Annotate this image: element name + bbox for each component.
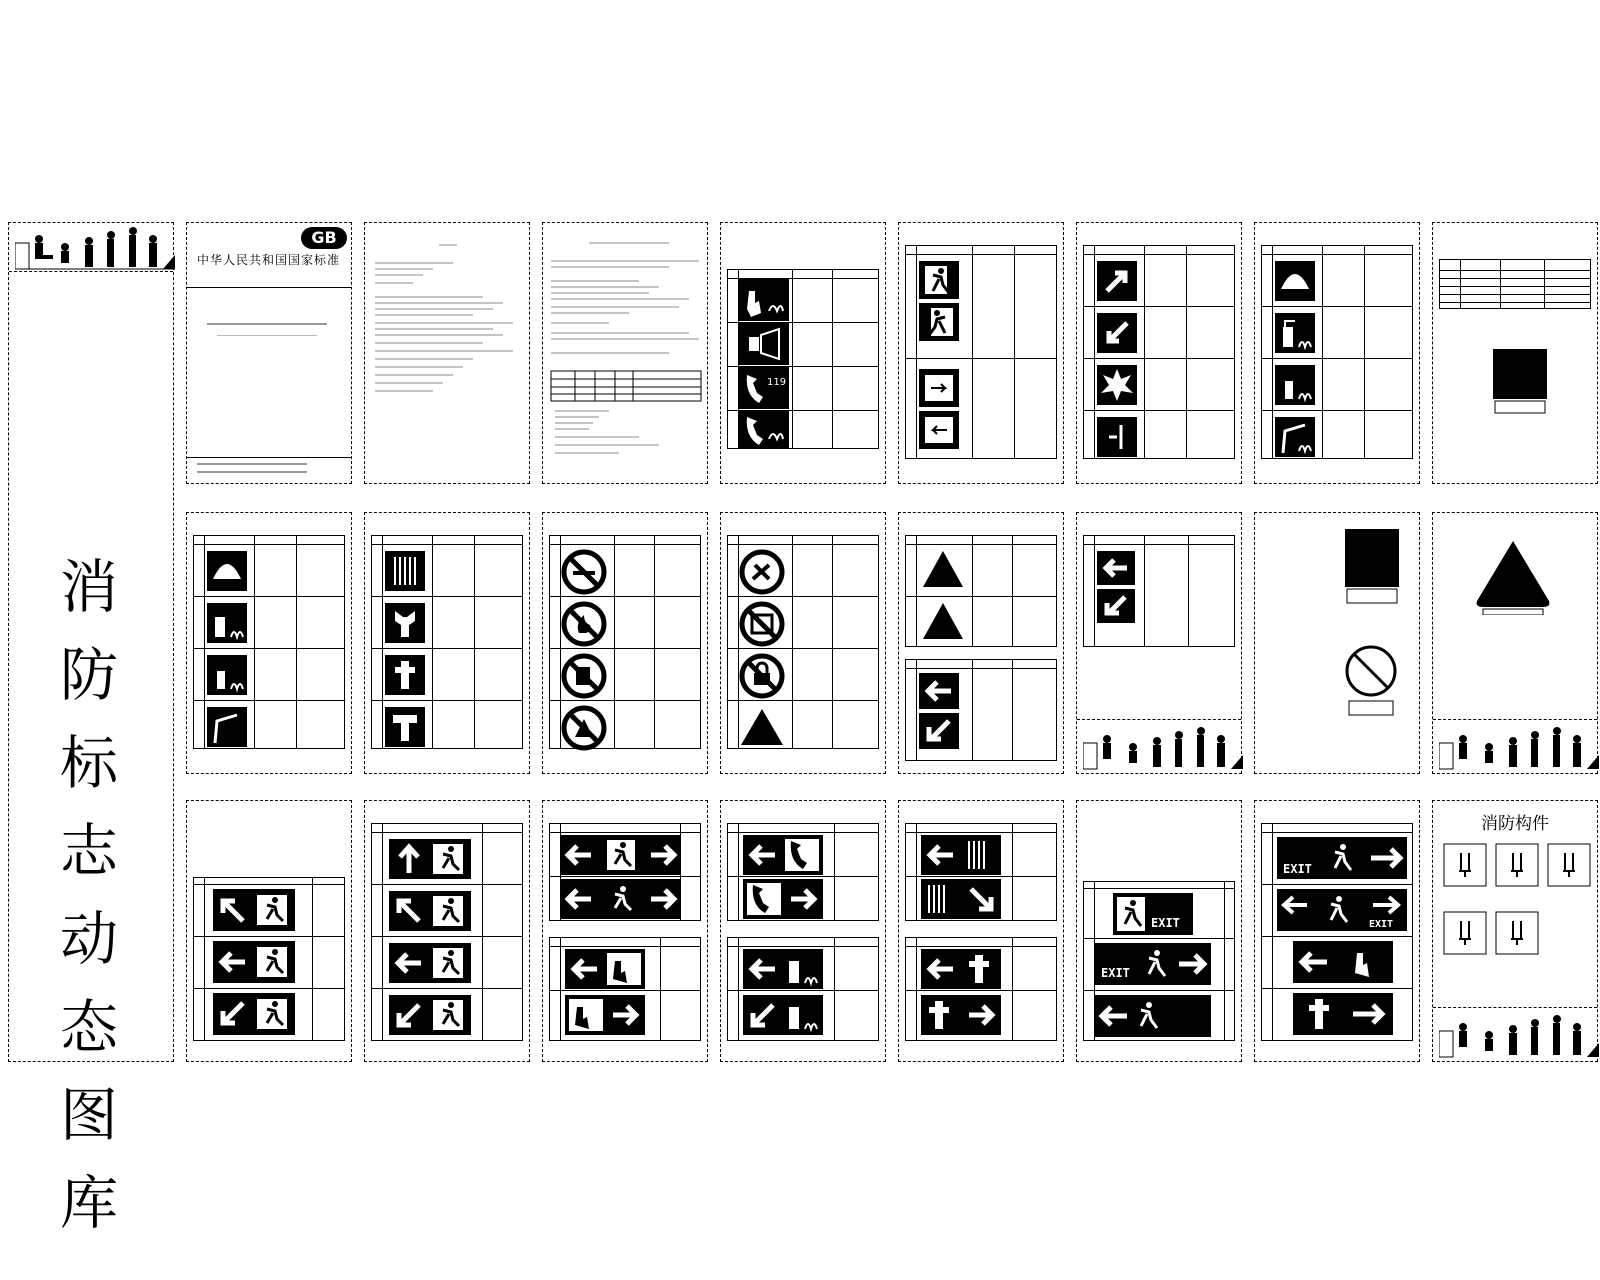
sign-panel-drawing-icon bbox=[1493, 349, 1547, 415]
no-fire-icon bbox=[561, 601, 607, 647]
arrow-icon bbox=[1097, 589, 1135, 623]
fire-extinguisher-icon bbox=[207, 655, 247, 695]
hydrant-arrow-sign-icon bbox=[921, 949, 1001, 989]
double-arrow-sheet bbox=[542, 800, 708, 1062]
svg-text:EXIT: EXIT bbox=[1151, 916, 1180, 930]
cover-title-char: 标 bbox=[59, 729, 118, 797]
arrow-icon bbox=[1097, 261, 1137, 301]
alarm-bell-icon bbox=[739, 323, 789, 365]
exit-double-arrow-icon bbox=[561, 835, 681, 875]
people-silhouette-icon bbox=[1439, 725, 1599, 771]
exit-double-arrow-icon bbox=[1277, 889, 1407, 931]
exit-door-arrow-icon bbox=[919, 411, 959, 449]
components-sheet bbox=[1432, 800, 1598, 1062]
arrow-signs-sheet-2 bbox=[1076, 512, 1242, 774]
fire-alarm-button-icon bbox=[739, 279, 789, 321]
running-man-exit-icon bbox=[919, 261, 959, 299]
svg-text:EXIT: EXIT bbox=[1101, 966, 1130, 980]
cover-sheet bbox=[8, 222, 174, 1237]
people-silhouette-icon bbox=[1439, 1013, 1599, 1059]
extinguisher-arrow-sign-icon bbox=[743, 949, 823, 989]
phone-extinguisher-arrow-sheet bbox=[720, 800, 886, 1062]
cover-title bbox=[59, 543, 119, 1247]
fire-alarm-dome-icon bbox=[207, 551, 247, 591]
hose-arrow-sign-icon bbox=[921, 879, 1001, 919]
exit-sign-sheet bbox=[1076, 800, 1242, 1062]
arrow-icon bbox=[1097, 551, 1135, 585]
exit-arrow-sign-icon bbox=[1095, 943, 1211, 985]
exit-arrow-sign-icon bbox=[213, 993, 295, 1035]
exit-arrow-sign-icon bbox=[389, 943, 471, 983]
alarm-arrow-sign-icon bbox=[1293, 941, 1393, 983]
people-silhouette-icon bbox=[1083, 725, 1243, 771]
sprinkler-component-icon bbox=[1443, 843, 1487, 887]
sprinkler-component-icon bbox=[1495, 911, 1539, 955]
fire-hose-reel-icon bbox=[385, 603, 425, 643]
sign-drawing-sheet bbox=[1254, 512, 1420, 774]
no-smoking-icon bbox=[561, 549, 607, 595]
alarm-arrow-sign-icon bbox=[565, 995, 645, 1035]
cover-title-char: 志 bbox=[59, 817, 118, 885]
sprinkler-component-icon bbox=[1443, 911, 1487, 955]
exit-arrow-sign-icon bbox=[1277, 837, 1407, 879]
spec-drawing-sheet bbox=[1432, 222, 1598, 484]
running-man-exit-icon bbox=[919, 303, 959, 341]
gb-cover-sheet bbox=[186, 222, 352, 484]
cover-title-char: 动 bbox=[59, 905, 118, 973]
cover-title-char: 防 bbox=[59, 641, 118, 709]
arrow-icon bbox=[919, 713, 959, 749]
fire-extinguisher-icon bbox=[1275, 313, 1315, 353]
hydrant-arrow-sign-icon bbox=[921, 995, 1001, 1035]
exit-sign-sheet-2 bbox=[1254, 800, 1420, 1062]
alarm-signs-sheet bbox=[720, 222, 886, 484]
hydrant-arrow-sign-icon bbox=[1293, 993, 1393, 1035]
people-silhouette-icon bbox=[15, 225, 175, 271]
triangle-drawing-sheet bbox=[1432, 512, 1598, 774]
no-lock-icon bbox=[739, 653, 785, 699]
extinguisher-arrow-sign-icon bbox=[743, 995, 823, 1035]
gb-header: 中华人民共和国国家标准 bbox=[197, 253, 341, 267]
sign-panel-drawing-icon bbox=[1345, 529, 1399, 609]
ladder-icon bbox=[207, 707, 247, 747]
no-entry-icon bbox=[739, 601, 785, 647]
exit-arrow-sheet-2 bbox=[364, 800, 530, 1062]
phone-arrow-sign-icon bbox=[743, 879, 823, 919]
fire-hose-icon bbox=[385, 551, 425, 591]
exit-door-arrow-icon bbox=[919, 369, 959, 407]
exit-double-arrow-icon bbox=[561, 879, 681, 919]
exit-arrow-sign-icon bbox=[213, 889, 295, 931]
text-sheet bbox=[364, 222, 530, 484]
prohibition-signs-sheet bbox=[542, 512, 708, 774]
prohibition-signs-sheet-2 bbox=[720, 512, 886, 774]
equipment-signs-sheet bbox=[1254, 222, 1420, 484]
exit-arrow-sign-icon bbox=[389, 891, 471, 931]
no-storage-icon bbox=[561, 653, 607, 699]
door-icon bbox=[1097, 417, 1137, 457]
exit-arrow-sign-icon bbox=[389, 839, 471, 879]
exit-arrow-sign-icon bbox=[213, 941, 295, 983]
exit-arrow-sign-icon bbox=[1095, 995, 1211, 1037]
svg-text:EXIT: EXIT bbox=[1369, 919, 1394, 930]
warning-signs-sheet bbox=[898, 512, 1064, 774]
cover-title-char: 库 bbox=[59, 1169, 118, 1237]
cover-title-char: 态 bbox=[59, 993, 118, 1061]
hose-arrow-sign-icon bbox=[921, 835, 1001, 875]
text-table-sheet bbox=[542, 222, 708, 484]
warning-triangle-icon bbox=[921, 549, 965, 589]
exit-sign-icon bbox=[1113, 893, 1193, 935]
fire-extinguisher-icon bbox=[207, 603, 247, 643]
arrow-signs-sheet bbox=[1076, 222, 1242, 484]
ladder-icon bbox=[1275, 417, 1315, 457]
fire-extinguisher-icon bbox=[1275, 365, 1315, 405]
cover-title-char: 图 bbox=[59, 1081, 118, 1149]
fire-alarm-dome-icon bbox=[1275, 261, 1315, 301]
equipment-signs-sheet-2 bbox=[186, 512, 352, 774]
arrow-icon bbox=[919, 673, 959, 709]
cover-title-char: 消 bbox=[59, 553, 118, 621]
svg-text:EXIT: EXIT bbox=[1283, 862, 1312, 876]
telephone-icon bbox=[739, 367, 789, 409]
gb-logo: GB bbox=[301, 227, 347, 249]
no-vegetation-icon bbox=[561, 705, 607, 751]
no-fire-icon bbox=[1343, 643, 1399, 723]
no-tools-icon bbox=[739, 549, 785, 595]
telephone-icon bbox=[739, 411, 789, 449]
warning-triangle-icon bbox=[921, 601, 965, 641]
warning-triangle-icon bbox=[739, 707, 785, 747]
explosion-icon bbox=[1097, 365, 1137, 405]
phone-arrow-sign-icon bbox=[743, 835, 823, 875]
arrow-icon bbox=[1097, 313, 1137, 353]
sprinkler-component-icon bbox=[1495, 843, 1539, 887]
fire-hydrant-icon bbox=[385, 655, 425, 695]
hose-hydrant-arrow-sheet bbox=[898, 800, 1064, 1062]
exit-arrow-sign-icon bbox=[389, 995, 471, 1035]
components-title: 消防构件 bbox=[1481, 814, 1549, 834]
fire-hydrant-icon bbox=[385, 707, 425, 747]
warning-triangle-icon bbox=[1473, 535, 1553, 615]
exit-signs-sheet bbox=[898, 222, 1064, 484]
hydrant-signs-sheet bbox=[364, 512, 530, 774]
svg-text:119: 119 bbox=[767, 377, 787, 388]
exit-arrow-sheet bbox=[186, 800, 352, 1062]
sprinkler-component-icon bbox=[1547, 843, 1591, 887]
alarm-arrow-sign-icon bbox=[565, 949, 645, 989]
